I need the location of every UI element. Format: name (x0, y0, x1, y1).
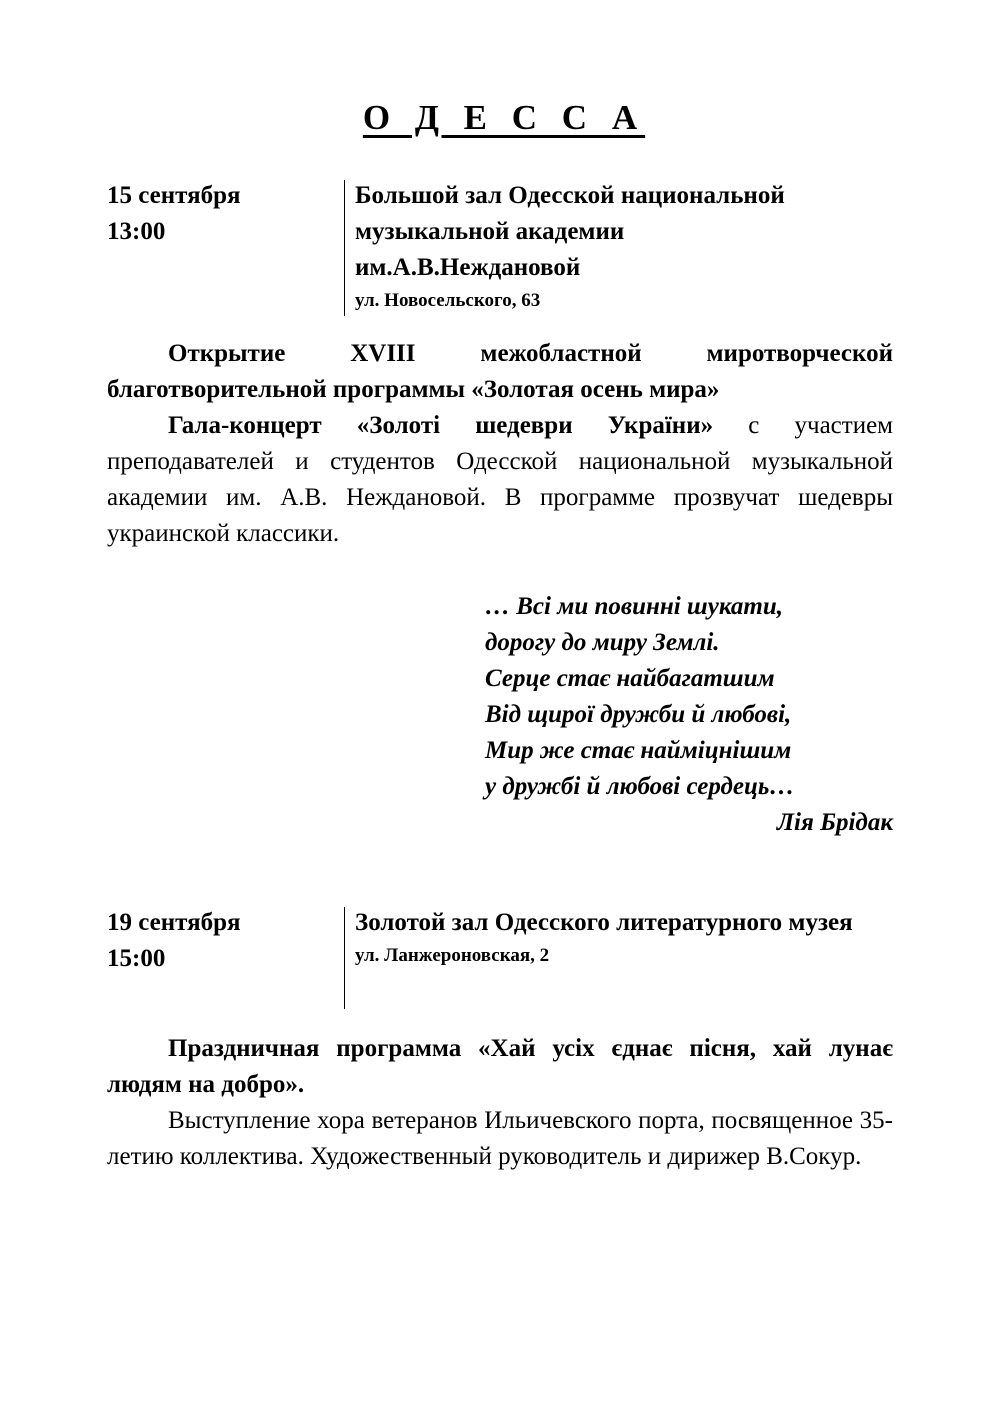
event1-venue (355, 178, 893, 316)
event2-program-title: Праздничная программа «Хай усіх єднає пісня, хай лунає людям на добро». (107, 1035, 893, 1098)
page-title-wrap (0, 98, 1000, 138)
event1-venue-line: им.А.В.Неждановой (355, 254, 581, 281)
event2-program-text: Выступление хора ветеранов Ильичевского порта, посвященное 35-летию коллектива. Художественный руководитель и дирижер В.Сокур. (107, 1107, 893, 1170)
page-title: О Д Е С С А (362, 98, 646, 137)
event1-venue-line: музыкальной академии (355, 218, 625, 245)
poem-line: Від щирої дружби й любові, (485, 701, 792, 728)
event2-header (107, 905, 893, 1011)
event1-venue-line: Большой зал Одесской национальной (355, 182, 785, 209)
event1-gala-title: Гала-концерт «Золоті шедеври України» (168, 412, 714, 439)
event2-venue (355, 905, 885, 971)
poem (485, 589, 893, 841)
event2-time: 15:00 (107, 945, 166, 972)
event1-header (107, 178, 893, 318)
event2-venue-name: Золотой зал Одесского литературного музея (355, 909, 853, 936)
event1-time: 13:00 (107, 218, 166, 245)
event2-description (107, 1031, 893, 1175)
event2-datetime (107, 905, 241, 977)
event2-divider (344, 907, 345, 1009)
event1-datetime (107, 178, 241, 250)
poem-line: Мир же стає наймiцнішим (485, 737, 792, 764)
poem-line: у дружбі й любові сердець… (485, 773, 795, 800)
poem-line: дорогу до миру Землі. (485, 629, 720, 656)
poem-line: Серце стає найбагатшим (485, 665, 775, 692)
poem-line: … Всі ми повинні шукати, (485, 593, 783, 620)
event2-date: 19 сентября (107, 909, 241, 936)
event2-address: ул. Ланжероновская, 2 (355, 945, 550, 966)
poem-author: Лія Брідак (776, 809, 893, 836)
event1-date: 15 сентября (107, 182, 241, 209)
event1-opening: Открытие XVIII межобластной миротворческой благотворительной программы «Золотая осень мира» (107, 340, 893, 403)
event1-address: ул. Новосельского, 63 (355, 290, 541, 311)
event1-gala (107, 408, 893, 552)
event1-gala-text: с участием преподавателей и студентов Одесской национальной музыкальной академии им. А.В. Неждановой. В программе прозвучат шедевры украинской классики. (107, 412, 893, 547)
event1-divider (344, 180, 345, 316)
event1-description (107, 336, 893, 552)
